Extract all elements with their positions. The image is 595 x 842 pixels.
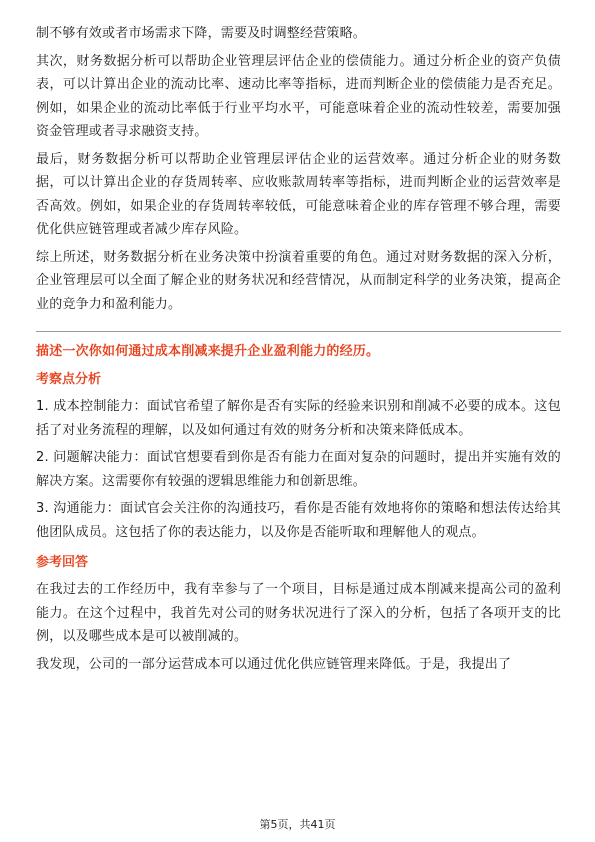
page-number-footer: 第5页，共41页 — [259, 818, 336, 831]
analysis-item: 1. 成本控制能力：面试官希望了解你是否有实际的经验来识别和削减不必要的成本。这包括了对业务流程的理解，以及如何通过有效的财务分析和决策来降低成本。 — [36, 399, 561, 438]
body-paragraph: 制不够有效或者市场需求下降，需要及时调整经营策略。 — [36, 26, 367, 41]
body-paragraph: 综上所述，财务数据分析在业务决策中扮演着重要的角色。通过对财务数据的深入分析，企业管理层可以全面了解企业的财务状况和经营情况，从而制定科学的业务决策，提高企业的竞争力和盈利能力。 — [36, 249, 561, 312]
question-heading: 描述一次你如何通过成本削减来提升企业盈利能力的经历。 — [36, 344, 380, 359]
answer-paragraph: 在我过去的工作经历中，我有幸参与了一个项目，目标是通过成本削减来提高公司的盈利能力。在这个过程中，我首先对公司的财务状况进行了深入的分析，包括了各项开支的比例，以及哪些成本是可以被削减的。 — [36, 582, 561, 644]
analysis-heading: 考察点分析 — [36, 372, 102, 387]
body-paragraph: 其次，财务数据分析可以帮助企业管理层评估企业的偿债能力。通过分析企业的资产负债表，可以计算出企业的流动比率、速动比率等指标，进而判断企业的偿债能力是否充足。例如，如果企业的流动比率低于行业平均水平，可能意味着企业的流动性较差，需要加强资金管理或者寻求融资支持。 — [36, 53, 561, 139]
section-divider — [36, 331, 561, 332]
page-content — [36, 22, 561, 680]
answer-heading: 参考回答 — [36, 555, 89, 570]
analysis-item: 3. 沟通能力：面试官会关注你的沟通技巧，看你是否能有效地将你的策略和想法传达给其他团队成员。这包括了你的表达能力，以及你是否能听取和理解他人的观点。 — [36, 501, 561, 540]
analysis-item: 2. 问题解决能力：面试官想要看到你是否有能力在面对复杂的问题时，提出并实施有效的解决方案。这需要你有较强的逻辑思维能力和创新思维。 — [36, 450, 561, 489]
answer-paragraph: 我发现，公司的一部分运营成本可以通过优化供应链管理来降低。于是，我提出了 — [36, 656, 512, 672]
body-paragraph: 最后，财务数据分析可以帮助企业管理层评估企业的运营效率。通过分析企业的财务数据，可以计算出企业的存货周转率、应收账款周转率等指标，进而判断企业的运营效率是否高效。例如，如果企业的存货周转率较低，可能意味着企业的库存管理不够合理，需要优化供应链管理或者减少库存风险。 — [36, 151, 561, 237]
